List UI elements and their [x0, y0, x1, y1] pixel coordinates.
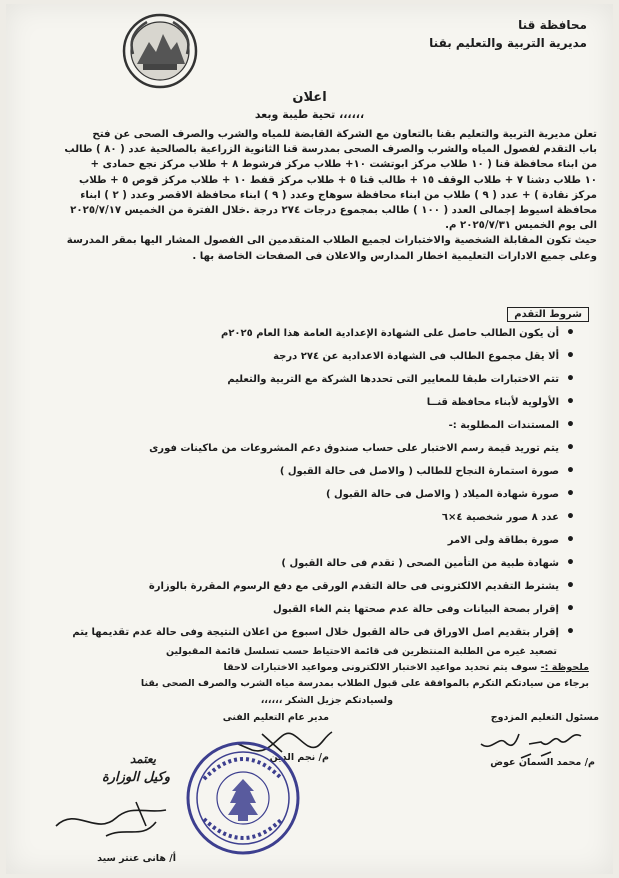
announcement-body: [9, 127, 597, 264]
body-line: باب التقدم لفصول المياه والشرب والصرف الصحى بمدرسة قنا الثانوية الزراعية بالصالحية عدد ( ٨٠ ) طالب: [64, 144, 597, 156]
list-item: • صورة استمارة النجاح للطالب ( والاصل فى حالة القبول ): [37, 460, 577, 483]
letterhead: [387, 16, 587, 52]
body-line: تعلن مديرية التربية والتعليم بقنا بالتعاون مع الشركة القابضة للمياه والشرب والصرف الصحى عن فتح: [92, 129, 597, 140]
list-item: • شهادة طبية من التأمين الصحى ( تقدم فى حالة القبول ): [37, 552, 577, 575]
closing-request: برجاء من سيادتكم التكرم بالموافقة على قبول الطلاب بمدرسة مياه الشرب والصرف الصحى بقنا: [140, 678, 589, 689]
list-item: • يشترط التقديم الالكترونى فى حالة التقدم الورقى مع دفع الرسوم المقررة بالوزارة: [37, 575, 577, 598]
list-item: • يتم توريد قيمة رسم الاختبار على حساب صندوق دعم المشروعات من ماكينات فورى: [37, 437, 577, 460]
body-line: مركز نقادة ) + عدد ( ٩ ) طلاب من ابناء محافظة سوهاج وعدد ( ٩ ) ابناء محافظة الاقصر وعدد ( ٢ ) ابناء: [80, 189, 597, 201]
list-item: • الأولوية لأبناء محافظة قنــا: [37, 391, 577, 414]
official-stamp-icon: [184, 739, 302, 857]
announcement-title: اعلان: [292, 90, 327, 105]
document-page: [6, 4, 613, 874]
directorate-name: مديرية التربية والتعليم بقنا: [429, 36, 587, 50]
list-item: • صورة بطاقة ولى الامر: [37, 529, 577, 552]
list-item: • تتم الاختبارات طبقا للمعايير التى تحددها الشركة مع التربية والتعليم: [37, 368, 577, 391]
dual-education-name: م/ محمد السمان عوض: [490, 757, 595, 768]
conditions-list: [37, 322, 577, 644]
undersecretary-name: أ/ هانى عنتر سيد: [97, 853, 176, 864]
note-text: سوف يتم تحديد مواعيد الاختبار الالكترونى ومواعيد الاختبارات لاحقا: [223, 662, 538, 673]
governorate-name: محافظة قنا: [518, 18, 587, 32]
body-line: حيث تكون المقابلة الشخصية والاختبارات لجميع الطلاب المتقدمين الى الفصول المشار اليها بمقر المدرسة: [66, 235, 597, 247]
general-manager-name: م/ نجم الدين: [269, 752, 329, 763]
dual-education-title: مسئول التعليم المزدوج: [490, 712, 599, 723]
undersecretary-role: وكيل الوزارة: [101, 770, 170, 785]
body-line: الى يوم الخميس ٢٠٢٥/٧/٣١ م.: [445, 220, 597, 232]
governorate-emblem-icon: [119, 12, 201, 90]
list-item: • إقرار بتقديم اصل الاوراق فى حالة القبول خلال اسبوع من اعلان النتيجة وفى حالة عدم تقديمها يتم: [37, 621, 577, 644]
body-line: وعلى جميع الادارات التعليمية اخطار المدارس والاعلان فى الصفحات الخاصة بها .: [192, 250, 597, 262]
note: [19, 661, 589, 675]
list-item: • عدد ٨ صور شخصية ٤×٦: [37, 506, 577, 529]
conditions-heading: شروط التقدم: [507, 307, 589, 322]
body-line: محافظة اسيوط إجمالى العدد ( ١٠٠ ) طالب بمجموع درجات ٢٧٤ درجة .خلال الفترة من الخميس ٢٠٢٥/٧/١٧: [70, 205, 597, 217]
body-line: من ابناء محافظة قنا ( ١٠ طلاب مركز ابوتشت ١٠+ طلاب مركز فرشوط ٨ + طلاب مركز نجع حمادى +: [90, 159, 597, 171]
undersecretary-signature-icon: [46, 796, 186, 846]
greeting: تحية طيبة وبعد ،،،،،،: [254, 108, 365, 121]
closing-thanks: ولسيادتكم جزيل الشكر ،،،،،،: [260, 695, 393, 706]
list-item: • أن يكون الطالب حاصل على الشهادة الإعدادية العامة هذا العام ٢٠٢٥م: [37, 322, 577, 345]
general-manager-title: مدير عام التعليم الفنى: [222, 712, 329, 723]
list-item: • المستندات المطلوبة :-: [37, 414, 577, 437]
body-line: ١٠ طلاب دشنا ٧ + طلاب الوقف ١٥ + طالب قنا ٥ + طلاب مركز قفط ١٠ + طلاب مركز قوص ٥ + طلاب: [78, 174, 597, 186]
list-item: • صورة شهادة الميلاد ( والاصل فى حالة القبول ): [37, 483, 577, 506]
approval-label: يعتمد: [130, 752, 156, 766]
conditions-continuation: تصعيد غيره من الطلبة المنتظرين فى قائمة الاحتياط حسب تسلسل قائمة المقبولين: [165, 646, 557, 657]
conditions-heading-box: [489, 302, 589, 322]
note-label: ملحوظة :-: [540, 662, 589, 673]
list-item: • ألا يقل مجموع الطالب فى الشهادة الاعدادية عن ٢٧٤ درجة: [37, 345, 577, 368]
list-item: • إقرار بصحة البيانات وفى حالة عدم صحتها يتم الغاء القبول: [37, 598, 577, 621]
